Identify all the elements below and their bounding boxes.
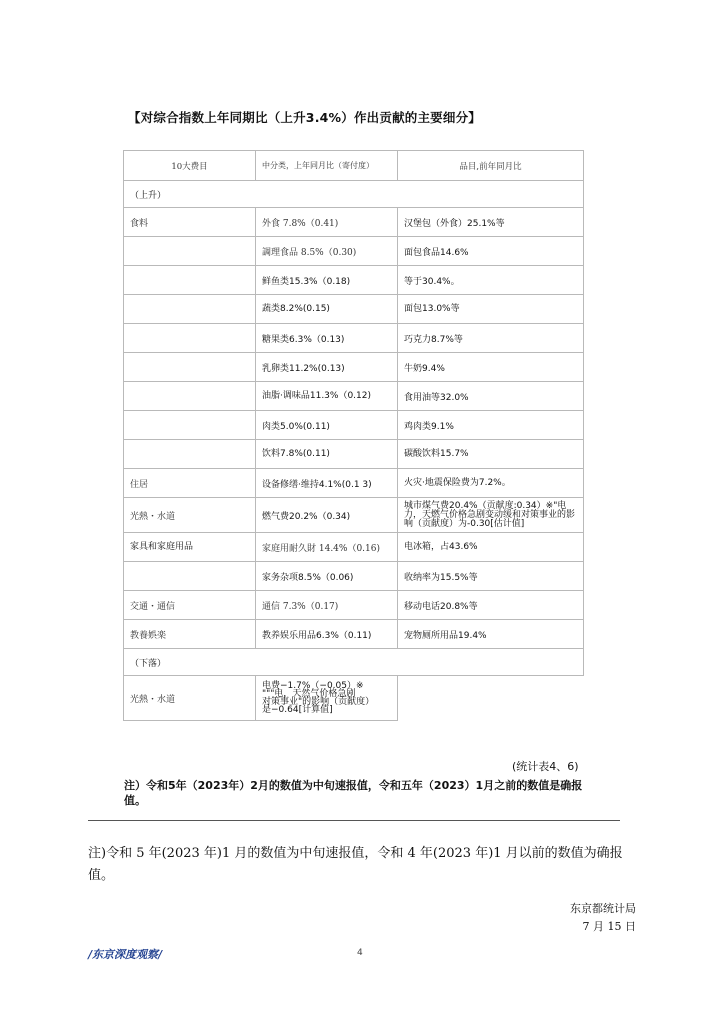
cell-item-empty [398,676,584,721]
cell-subcategory: 家务杂项8.5%（0.06) [256,562,398,591]
cell-subcategory: 饮料7.8%(0.11) [256,440,398,469]
cell-category [124,353,256,382]
issue-date: 7 月 15 日 [582,920,636,933]
cell-item: 碳酸饮料15.7% [398,440,584,469]
header-item: 品目,前年同月比 [398,151,584,181]
cell-category [124,295,256,324]
divider [88,820,620,821]
cell-subcategory: 教养娱乐用品6.3%（0.11) [256,620,398,649]
table-row [124,498,584,533]
cell-subcategory: 糖果类6.3%（0.13) [256,324,398,353]
cell-category [124,266,256,295]
cell-item: 鸡肉类9.1% [398,411,584,440]
cell-subcategory [256,676,398,721]
table-row [124,440,584,469]
table-row [124,411,584,440]
table-row [124,562,584,591]
publication-logo: /东京深度观察/ [88,948,163,961]
cell-item: 城市煤气费20.4%（贡献度:0.34）※"电力，天燃气价格急剧变动缓和对策事业的影响（贡献度）为-0.30[估计值] [398,498,584,533]
cell-item: 等于30.4%。 [398,266,584,295]
table-header-row [124,151,584,181]
header-subcategory: 中分类，上年同月比（寄付度） [256,151,398,181]
cell-category: 住居 [124,469,256,498]
cell-item: 宠物厕所用品19.4% [398,620,584,649]
table-row [124,676,584,721]
cell-subcategory: 乳卵类11.2%(0.13) [256,353,398,382]
table-row [124,591,584,620]
cell-category [124,324,256,353]
table-row [124,533,584,562]
cell-category [124,440,256,469]
table-row [124,324,584,353]
cell-category: 家具和家庭用品 [124,533,256,562]
source-note: (统计表4、6) [512,760,579,773]
table-row [124,469,584,498]
cell-subcategory: 通信 7.3%（0.17) [256,591,398,620]
down-line: 是−0.64[计算值] [262,705,333,715]
cell-category: 教養娯楽 [124,620,256,649]
cell-category [124,411,256,440]
cell-category: 食料 [124,208,256,237]
cell-subcategory: 調理食品 8.5%（0.30) [256,237,398,266]
cell-subcategory: 家庭用耐久財 14.4%（0.16) [256,533,398,562]
cell-category: 交通・通信 [124,591,256,620]
cell-category: 光熱・水道 [124,498,256,533]
table-row [124,353,584,382]
cell-subcategory: 外食 7.8%（0.41) [256,208,398,237]
section-heading: 【对综合指数上年同期比（上升3.4%）作出贡献的主要细分】 [128,110,481,125]
page-number: 4 [357,948,363,958]
table-row [124,208,584,237]
table-row [124,266,584,295]
cell-item: 汉堡包（外食）25.1%等 [398,208,584,237]
cell-subcategory: 蔬类8.2%(0.15) [256,295,398,324]
cell-category [124,382,256,411]
down-line: """电，天然气价格急剧 [262,689,356,699]
cell-category [124,237,256,266]
cell-subcategory: 设备修缮·维持4.1%(0.1 3) [256,469,398,498]
cell-item: 火灾·地震保险费为7.2%。 [398,469,584,498]
cell-category [124,562,256,591]
section-row-down [124,649,584,676]
cell-item: 面包13.0%等 [398,295,584,324]
cell-item: 牛奶9.4% [398,353,584,382]
note-serif: 注)令和 5 年(2023 年)1 月的数值为中旬速报值，令和 4 年(2023 年)1 月以前的数值为确报值。 [88,846,623,883]
cell-item: 电冰箱，占43.6% [398,533,584,562]
down-line: 对策事业"的影响（贡献度） [262,697,375,707]
contribution-table [123,150,584,721]
section-row-up [124,181,584,208]
cell-item: 面包食品14.6% [398,237,584,266]
cell-item: 收纳率为15.5%等 [398,562,584,591]
cell-item: 食用油等32.0% [398,382,584,411]
cell-item: 巧克力8.7%等 [398,324,584,353]
table-row [124,295,584,324]
agency-name: 东京都统计局 [570,902,636,915]
down-label: （下落） [124,649,584,676]
table-row [124,382,584,411]
note-bold: 注）令和5年（2023年）2月的数值为中旬速报值，令和五年（2023）1月之前的数值是确报值。 [124,779,583,807]
table-row [124,237,584,266]
table-row [124,620,584,649]
cell-item: 移动电话20.8%等 [398,591,584,620]
up-label: （上升） [124,181,584,208]
down-line: 电费−1.7%（−0.05）※ [262,681,364,691]
cell-subcategory: 油脂·调味品11.3%（0.12) [256,382,398,411]
cell-subcategory: 肉类5.0%(0.11) [256,411,398,440]
header-category: 10大费目 [124,151,256,181]
cell-category: 光熱・水道 [124,676,256,721]
cell-subcategory: 燃气费20.2%（0.34) [256,498,398,533]
cell-subcategory: 鲜鱼类15.3%（0.18) [256,266,398,295]
